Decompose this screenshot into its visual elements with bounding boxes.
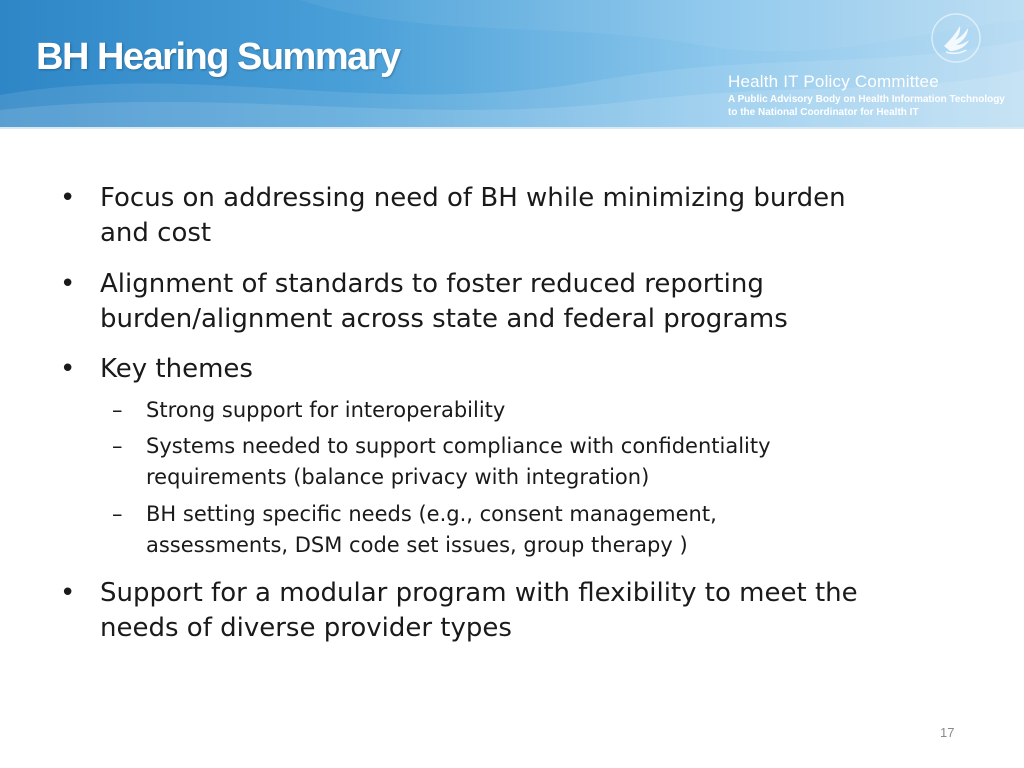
page-title: BH Hearing Summary [36,36,400,78]
bullet-line: needs of diverse provider types [100,613,512,643]
page-number: 17 [940,725,955,740]
bullet-line: and cost [100,218,212,248]
bullet-text [100,576,960,646]
org-name: Health IT Policy Committee [728,72,939,91]
bullet-text [100,352,960,387]
sub-bullet-line: assessments, DSM code set issues, group therapy ) [146,533,688,557]
sub-bullet-text [146,395,1006,426]
sub-bullet-marker: – [112,502,123,526]
sub-bullet-line: requirements (balance privacy with integration) [146,465,650,489]
sub-bullet-text [146,499,1006,561]
sub-bullet-marker: – [112,398,123,422]
bullet-text [100,267,960,337]
bullet-marker: • [60,183,76,213]
org-tagline-line-1: A Public Advisory Body on Health Information Technology [728,94,1005,105]
bullet-marker: • [60,269,76,299]
sub-bullet-line: Strong support for interoperability [146,398,506,422]
bullet-line: Support for a modular program with flexibility to meet the [100,578,858,608]
bullet-line: Key themes [100,354,253,384]
bullet-line: burden/alignment across state and federal programs [100,304,788,334]
bullet-line: Alignment of standards to foster reduced reporting [100,269,764,299]
org-tagline-line-2: to the National Coordinator for Health IT [728,107,919,118]
sub-bullet-marker: – [112,434,123,458]
bullet-text [100,181,960,251]
sub-bullet-line: Systems needed to support compliance with confidentiality [146,434,771,458]
bullet-marker: • [60,578,76,608]
sub-bullet-text [146,431,1006,493]
bullet-line: Focus on addressing need of BH while minimizing burden [100,183,846,213]
bullet-marker: • [60,354,76,384]
sub-bullet-line: BH setting specific needs (e.g., consent management, [146,502,717,526]
